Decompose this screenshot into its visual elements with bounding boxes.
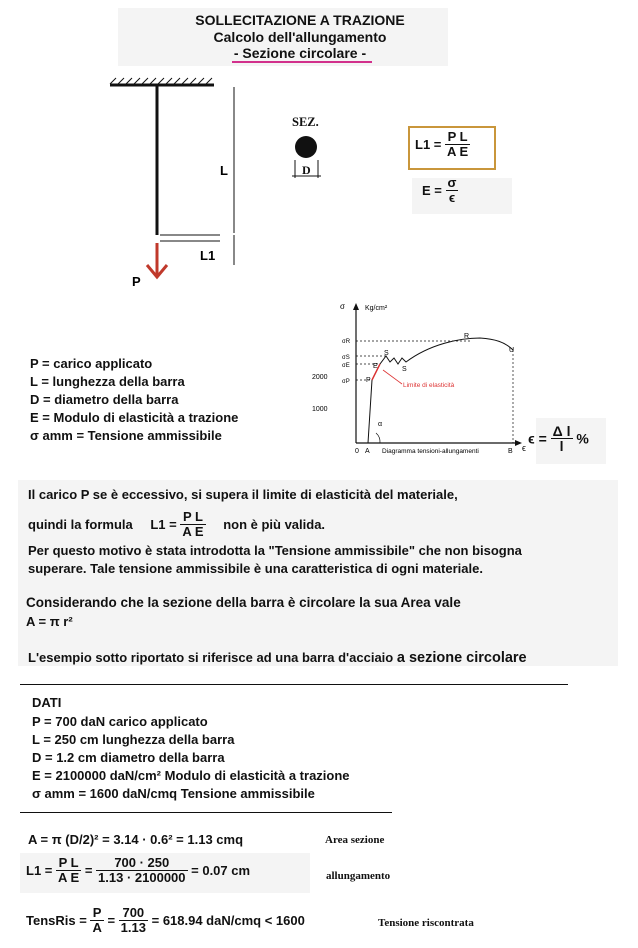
tens-calc <box>26 906 305 935</box>
y-axis-sigma: σ <box>340 302 345 311</box>
alpha-arc <box>376 433 380 443</box>
e-formula-fraction <box>446 176 459 205</box>
point-s1: S <box>384 350 389 357</box>
data-row: P = 700 daN carico applicato <box>32 714 208 729</box>
paragraph-6: A = π r² <box>26 614 73 629</box>
paragraph-7b: a sezione circolare <box>396 650 527 666</box>
point-a: A <box>365 448 370 455</box>
alpha-label: α <box>378 421 383 428</box>
area-calc: A = π (D/2)² = 3.14 · 0.6² = 1.13 cmq <box>28 832 244 847</box>
sez-label: SEZ. <box>292 115 319 129</box>
l1-formula-num: P L <box>445 130 470 145</box>
section-title-underline <box>232 61 372 63</box>
l1-calc-den: A E <box>58 870 80 885</box>
data-row: D = 1.2 cm diametro della barra <box>32 750 225 765</box>
ceiling-hatch <box>110 78 212 84</box>
strain-unit: % <box>576 430 589 447</box>
tens-calc-den2: 1.13 <box>120 920 146 935</box>
point-s2: S <box>402 366 407 373</box>
symbol-legend <box>30 355 238 445</box>
paragraph-7 <box>28 650 527 666</box>
divider-1 <box>20 684 568 685</box>
y-axis-arrow-icon <box>353 303 359 310</box>
legend-item: E = Modulo di elasticità a trazione <box>30 410 239 425</box>
point-u: U <box>509 347 515 354</box>
page-subtitle: Calcolo dell'allungamento <box>213 29 387 45</box>
paragraph-3: Per questo motivo è stata introdotta la "Tensione ammissibile" che non bisogna <box>28 543 522 558</box>
chart-caption: Diagramma tensioni-allungamenti <box>382 448 479 455</box>
tens-calc-num2: 700 <box>119 906 148 921</box>
tens-calc-fraction-1 <box>90 906 103 935</box>
l1-calc <box>26 856 250 885</box>
strain-lhs: ϵ = <box>528 430 547 447</box>
sez-d-label: D <box>302 163 311 177</box>
bar-diagram <box>100 75 250 295</box>
inline-l1-num: P L <box>180 510 205 525</box>
paragraph-5: Considerando che la sezione della barra è circolare la sua Area vale <box>26 595 461 610</box>
tens-calc-fraction-2 <box>119 906 148 935</box>
tens-calc-result: = 618.94 daN/cmq < 1600 <box>151 913 305 928</box>
stress-strain-diagram <box>310 298 532 458</box>
legend-item: σ amm = Tensione ammissibile <box>30 428 222 443</box>
e-formula-num: σ <box>447 175 457 190</box>
y-axis-unit: Kg/cm² <box>365 305 388 312</box>
l1-calc-num: P L <box>56 856 81 871</box>
data-heading: DATI <box>32 695 62 710</box>
sigma-p: σP <box>342 379 350 385</box>
area-note: Area sezione <box>325 834 385 846</box>
point-p: P <box>366 377 371 384</box>
sigma-r: σR <box>342 339 351 345</box>
point-r: R <box>464 333 470 340</box>
l1-formula-fraction <box>445 130 470 159</box>
l1-formula <box>415 130 470 159</box>
legend-item: L = lunghezza della barra <box>30 374 185 389</box>
label-L: L <box>220 163 228 178</box>
section-title: - Sezione circolare - <box>233 45 367 61</box>
inline-l1-den: A E <box>182 524 204 539</box>
l1-calc-den2: 1.13 · 2100000 <box>98 870 186 885</box>
tens-note: Tensione riscontrata <box>378 917 474 929</box>
page-title: SOLLECITAZIONE A TRAZIONE <box>195 12 405 28</box>
e-formula-den: ϵ <box>448 190 456 205</box>
strain-fraction <box>551 424 573 453</box>
l1-calc-lhs: L1 = <box>26 863 53 878</box>
legend-item: D = diametro della barra <box>30 392 179 407</box>
paragraph-2a: quindi la formula <box>28 517 133 532</box>
sigma-e: σE <box>342 363 350 369</box>
point-e: E <box>373 363 378 370</box>
x-axis-arrow-icon <box>515 440 522 446</box>
l1-note: allungamento <box>326 870 391 882</box>
paragraph-4: superare. Tale tensione ammissibile è una caratteristica di ogni materiale. <box>28 561 483 576</box>
label-P: P <box>132 274 141 289</box>
paragraph-2b: non è più valida. <box>223 517 326 532</box>
paragraph-7a: L'esempio sotto riportato si riferisce ad una barra d'acciaio <box>28 650 394 665</box>
data-row: E = 2100000 daN/cm² Modulo di elasticità a trazione <box>32 768 350 783</box>
inline-l1-fraction <box>180 510 205 539</box>
paragraph-1: Il carico P se è eccessivo, si supera il limite di elasticità del materiale, <box>28 487 458 502</box>
tens-calc-lhs: TensRis = <box>26 913 87 928</box>
data-row: L = 250 cm lunghezza della barra <box>32 732 235 747</box>
origin-label: 0 <box>355 448 359 455</box>
elastic-limit-label: Limite di elasticità <box>403 382 455 389</box>
inline-l1-formula <box>150 516 176 532</box>
data-row: σ amm = 1600 daN/cmq Tensione ammissibile <box>32 786 315 801</box>
strain-den: l <box>559 438 564 454</box>
sigma-s: σS <box>342 355 350 361</box>
paragraph-2 <box>28 510 325 539</box>
label-L1: L1 <box>200 248 216 263</box>
tens-calc-num: P <box>90 906 103 921</box>
e-formula <box>422 176 458 205</box>
inline-l1-lhs: L1 = <box>150 517 177 533</box>
l1-calc-fraction-1 <box>56 856 81 885</box>
y-tick-1000: 1000 <box>312 406 328 413</box>
load-arrow-icon <box>147 243 167 277</box>
l1-calc-num2: 700 · 250 <box>96 856 187 871</box>
stress-strain-curve <box>368 338 513 443</box>
y-tick-2000: 2000 <box>312 374 328 381</box>
l1-calc-eq: = <box>84 863 93 878</box>
tens-calc-eq: = <box>107 913 116 928</box>
strain-formula <box>528 424 589 453</box>
l1-calc-result: = 0.07 cm <box>191 863 251 878</box>
l1-calc-fraction-2 <box>96 856 187 885</box>
elastic-limit-pointer <box>383 370 402 384</box>
l1-formula-den: A E <box>447 144 469 159</box>
l1-formula-lhs: L1 = <box>415 137 442 152</box>
strain-num: Δ l <box>552 423 571 439</box>
legend-item: P = carico applicato <box>30 356 153 371</box>
tens-calc-den: A <box>92 920 102 935</box>
divider-2 <box>20 812 392 813</box>
x-axis-epsilon: ϵ <box>522 443 526 453</box>
point-b: B <box>508 448 513 455</box>
e-formula-lhs: E = <box>422 183 442 198</box>
